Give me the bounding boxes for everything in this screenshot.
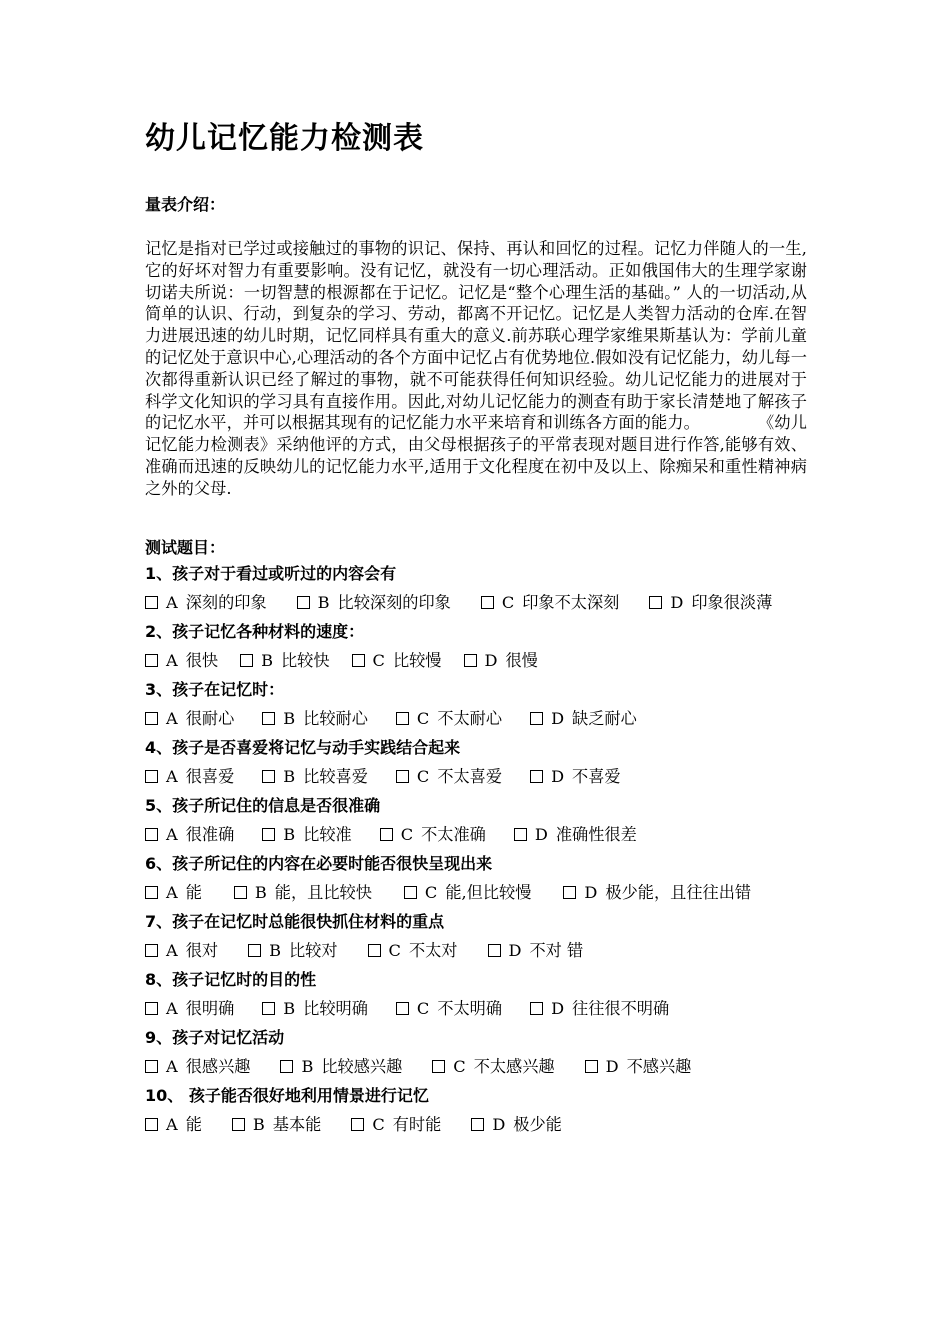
question-label: 孩子记忆时的目的性 <box>172 969 317 989</box>
option-letter: D <box>551 708 565 728</box>
option-letter: A <box>166 766 178 786</box>
option-letter: B <box>261 650 273 670</box>
option-letter: D <box>551 766 565 786</box>
option-label: 能，且比较快 <box>274 882 372 902</box>
answer-option-d[interactable] <box>649 593 772 612</box>
intro-body-main: 记忆是指对已学过或接触过的事物的识记、保持、再认和回忆的过程。记忆力伴随人的一生,它的好坏对智力有重要影响。没有记忆，就没有一切心理活动。正如俄国伟大的生理学家谢切诺夫所说：一切智慧的根源都在于记忆。记忆是“整个心理生活的基础。” 人的一切活动,从简单的认识、行动，到复杂的学习、劳动，都离不开记忆。记忆是人类智力活动的仓库.在智力进展迅速的幼儿时期，记忆同样具有重大的意义.前苏联心理学家维果斯基认为：学前儿童的记忆处于意识中心,心理活动的各个方面中记忆占有优势地位.假如没有记忆能力，幼儿每一次都得重新认识已经了解过的事物，就不可能获得任何知识经验。幼儿记忆能力的进展对于科学文化知识的学习具有直接作用。因此,对幼儿记忆能力的测查有助于家长清楚地了解孩子的记忆水平，并可以根据其现有的记忆能力水平来培育和训练各方面的能力。 <box>145 239 807 433</box>
option-letter: C <box>372 650 385 670</box>
answer-option-b[interactable] <box>232 1115 321 1134</box>
answer-option-a[interactable] <box>145 941 218 960</box>
answer-option-a[interactable] <box>145 767 234 786</box>
answer-options <box>145 708 807 730</box>
option-letter: C <box>416 708 430 728</box>
option-letter: C <box>400 824 414 844</box>
question-number: 9、 <box>145 1027 173 1047</box>
option-letter: A <box>166 824 178 844</box>
option-label: 很慢 <box>505 650 538 670</box>
question-label: 孩子对于看过或听过的内容会有 <box>172 563 397 583</box>
checkbox-icon[interactable] <box>530 1002 543 1015</box>
option-label: 不太喜爱 <box>437 766 503 786</box>
answer-option-d[interactable] <box>530 999 669 1018</box>
document-title: 幼儿记忆能力检测表 <box>145 121 424 156</box>
answer-option-b[interactable] <box>234 883 372 902</box>
answer-option-d[interactable] <box>530 709 637 728</box>
answer-options <box>145 1114 807 1136</box>
question-number: 10、 <box>145 1085 184 1105</box>
option-letter: B <box>283 998 296 1018</box>
option-letter: B <box>283 824 296 844</box>
option-letter: C <box>372 1114 385 1134</box>
option-label: 印象很淡薄 <box>691 592 773 612</box>
question-item <box>145 737 807 788</box>
document-page <box>145 118 807 1143</box>
option-label: 缺乏耐心 <box>572 708 637 728</box>
option-letter: A <box>166 592 178 612</box>
checkbox-icon[interactable] <box>262 770 275 783</box>
intro-body-tail: 《幼儿记忆能力检测表》采纳他评的方式，由父母根据孩子的平常表现对题目进行作答,能够有效、准确而迅速的反映幼儿的记忆能力水平,适用于文化程度在初中及以上、除痴呆和重性精神病之外的父母. <box>145 413 807 498</box>
checkbox-icon[interactable] <box>488 944 501 957</box>
checkbox-icon[interactable] <box>262 1002 275 1015</box>
checkbox-icon[interactable] <box>145 596 158 609</box>
option-label: 往往很不明确 <box>572 998 670 1018</box>
checkbox-icon[interactable] <box>145 1118 158 1131</box>
answer-option-a[interactable] <box>145 999 234 1018</box>
answer-options <box>145 882 807 904</box>
option-letter: D <box>534 824 548 844</box>
checkbox-icon[interactable] <box>585 1060 598 1073</box>
option-letter: A <box>166 998 178 1018</box>
option-label: 有时能 <box>392 1114 442 1134</box>
option-label: 不喜爱 <box>572 766 621 786</box>
option-label: 很快 <box>185 650 219 670</box>
option-label: 能 <box>185 1114 202 1134</box>
option-letter: B <box>317 592 330 612</box>
answer-option-c[interactable] <box>404 883 531 902</box>
option-letter: D <box>584 882 598 902</box>
checkbox-icon[interactable] <box>514 828 527 841</box>
answer-option-a[interactable] <box>145 825 234 844</box>
checkbox-icon[interactable] <box>563 886 576 899</box>
option-label: 很准确 <box>185 824 235 844</box>
option-letter: C <box>453 1056 466 1076</box>
option-letter: B <box>254 882 267 902</box>
checkbox-icon[interactable] <box>145 654 158 667</box>
option-label: 比较快 <box>280 650 330 670</box>
answer-option-d[interactable] <box>530 767 621 786</box>
answer-option-c[interactable] <box>396 767 502 786</box>
option-label: 印象不太深刻 <box>522 592 620 612</box>
option-label: 很明确 <box>185 998 235 1018</box>
option-letter: A <box>166 940 178 960</box>
option-label: 比较慢 <box>392 650 442 670</box>
checkbox-icon[interactable] <box>145 1002 158 1015</box>
question-text <box>145 1085 807 1107</box>
checkbox-icon[interactable] <box>649 596 662 609</box>
option-letter: C <box>424 882 438 902</box>
option-letter: B <box>252 1114 265 1134</box>
checkbox-icon[interactable] <box>145 828 158 841</box>
question-label: 孩子所记住的内容在必要时能否很快呈现出来 <box>172 853 493 873</box>
question-item <box>145 911 807 962</box>
option-letter: A <box>166 882 178 902</box>
question-text <box>145 1027 807 1049</box>
option-label: 很耐心 <box>185 708 235 728</box>
question-text <box>145 563 807 585</box>
option-label: 很对 <box>185 940 219 960</box>
answer-option-a[interactable] <box>145 651 218 670</box>
question-text <box>145 737 807 759</box>
option-letter: C <box>501 592 515 612</box>
answer-options <box>145 650 807 672</box>
question-text <box>145 795 807 817</box>
option-letter: D <box>551 998 565 1018</box>
question-label: 孩子在记忆时总能很快抓住材料的重点 <box>172 911 445 931</box>
question-label: 孩子能否很好地利用情景进行记忆 <box>183 1085 429 1105</box>
option-label: 能 <box>185 882 202 902</box>
checkbox-icon[interactable] <box>481 596 494 609</box>
checkbox-icon[interactable] <box>404 886 417 899</box>
answer-option-d[interactable] <box>563 883 751 902</box>
option-label: 不太感兴趣 <box>473 1056 555 1076</box>
checkbox-icon[interactable] <box>145 712 158 725</box>
question-text <box>145 621 807 643</box>
checkbox-icon[interactable] <box>232 1118 245 1131</box>
question-item <box>145 621 807 672</box>
intro-body <box>145 238 807 500</box>
answer-option-c[interactable] <box>380 825 486 844</box>
checkbox-icon[interactable] <box>396 1002 409 1015</box>
question-number: 4、 <box>145 737 173 757</box>
option-letter: D <box>492 1114 506 1134</box>
option-label: 极少能 <box>513 1114 562 1134</box>
option-label: 比较深刻的印象 <box>337 592 451 612</box>
option-label: 不对 错 <box>529 940 584 960</box>
option-letter: A <box>166 1056 178 1076</box>
option-letter: B <box>301 1056 314 1076</box>
checkbox-icon[interactable] <box>351 1118 364 1131</box>
checkbox-icon[interactable] <box>396 712 409 725</box>
question-item <box>145 563 807 614</box>
option-letter: C <box>388 940 401 960</box>
checkbox-icon[interactable] <box>297 596 310 609</box>
answer-option-a[interactable] <box>145 883 202 902</box>
question-number: 7、 <box>145 911 173 931</box>
option-label: 不感兴趣 <box>626 1056 692 1076</box>
question-label: 孩子是否喜爱将记忆与动手实践结合起来 <box>172 737 461 757</box>
option-letter: B <box>283 766 296 786</box>
option-label: 比较喜爱 <box>303 766 368 786</box>
question-text <box>145 911 807 933</box>
question-item <box>145 679 807 730</box>
question-text <box>145 853 807 875</box>
answer-option-d[interactable] <box>464 651 538 670</box>
answer-options <box>145 940 807 962</box>
option-label: 不太耐心 <box>437 708 503 728</box>
option-letter: A <box>166 708 178 728</box>
question-number: 6、 <box>145 853 173 873</box>
answer-option-b[interactable] <box>262 825 351 844</box>
checkbox-icon[interactable] <box>380 828 393 841</box>
option-label: 不太准确 <box>421 824 486 844</box>
answer-option-b[interactable] <box>262 767 368 786</box>
answer-option-b[interactable] <box>280 1057 402 1076</box>
checkbox-icon[interactable] <box>248 944 261 957</box>
checkbox-icon[interactable] <box>471 1118 484 1131</box>
question-item <box>145 795 807 846</box>
checkbox-icon[interactable] <box>262 712 275 725</box>
question-item <box>145 1027 807 1078</box>
option-label: 不太明确 <box>437 998 503 1018</box>
option-label: 比较感兴趣 <box>321 1056 403 1076</box>
answer-options <box>145 766 807 788</box>
option-letter: C <box>416 998 430 1018</box>
answer-option-d[interactable] <box>488 941 584 960</box>
answer-option-d[interactable] <box>514 825 637 844</box>
option-label: 准确性很差 <box>555 824 637 844</box>
answer-option-c[interactable] <box>368 941 458 960</box>
question-list <box>145 563 807 1136</box>
answer-options <box>145 592 807 614</box>
checkbox-icon[interactable] <box>432 1060 445 1073</box>
answer-option-a[interactable] <box>145 593 267 612</box>
checkbox-icon[interactable] <box>396 770 409 783</box>
checkbox-icon[interactable] <box>352 654 365 667</box>
option-letter: D <box>605 1056 619 1076</box>
option-label: 能,但比较慢 <box>445 882 532 902</box>
checkbox-icon[interactable] <box>530 712 543 725</box>
option-label: 比较明确 <box>303 998 368 1018</box>
answer-option-c[interactable] <box>351 1115 441 1134</box>
question-text <box>145 969 807 991</box>
checkbox-icon[interactable] <box>262 828 275 841</box>
option-label: 基本能 <box>272 1114 322 1134</box>
option-letter: B <box>269 940 281 960</box>
checkbox-icon[interactable] <box>464 654 477 667</box>
checkbox-icon[interactable] <box>145 1060 158 1073</box>
question-number: 5、 <box>145 795 173 815</box>
option-letter: D <box>670 592 684 612</box>
answer-option-a[interactable] <box>145 1115 202 1134</box>
question-number: 8、 <box>145 969 173 989</box>
option-label: 深刻的印象 <box>185 592 267 612</box>
checkbox-icon[interactable] <box>240 654 253 667</box>
intro-heading: 量表介绍： <box>145 195 226 214</box>
option-label: 比较耐心 <box>303 708 368 728</box>
answer-option-b[interactable] <box>262 709 368 728</box>
question-label: 孩子在记忆时： <box>172 679 285 699</box>
option-letter: A <box>166 1114 178 1134</box>
question-item <box>145 853 807 904</box>
answer-option-c[interactable] <box>432 1057 554 1076</box>
question-item <box>145 969 807 1020</box>
answer-option-c[interactable] <box>481 593 620 612</box>
option-label: 不太对 <box>408 940 458 960</box>
answer-options <box>145 998 807 1020</box>
answer-option-c[interactable] <box>396 709 502 728</box>
answer-option-c[interactable] <box>352 651 442 670</box>
checkbox-icon[interactable] <box>234 886 247 899</box>
option-label: 比较对 <box>288 940 338 960</box>
answer-option-b[interactable] <box>248 941 337 960</box>
checkbox-icon[interactable] <box>145 944 158 957</box>
answer-option-d[interactable] <box>585 1057 692 1076</box>
option-letter: D <box>508 940 522 960</box>
option-label: 很喜爱 <box>185 766 235 786</box>
checkbox-icon[interactable] <box>530 770 543 783</box>
answer-options <box>145 1056 807 1078</box>
option-label: 极少能，且往往出错 <box>605 882 752 902</box>
checkbox-icon[interactable] <box>280 1060 293 1073</box>
questions-heading: 测试题目： <box>145 537 226 557</box>
checkbox-icon[interactable] <box>145 770 158 783</box>
question-label: 孩子记忆各种材料的速度： <box>172 621 365 641</box>
answer-option-b[interactable] <box>297 593 451 612</box>
answer-option-a[interactable] <box>145 709 234 728</box>
option-label: 比较准 <box>303 824 352 844</box>
option-letter: C <box>416 766 430 786</box>
option-letter: B <box>283 708 296 728</box>
question-label: 孩子对记忆活动 <box>172 1027 285 1047</box>
answer-options <box>145 824 807 846</box>
question-number: 1、 <box>145 563 173 583</box>
question-item <box>145 1085 807 1136</box>
answer-option-b[interactable] <box>240 651 329 670</box>
option-label: 很感兴趣 <box>185 1056 251 1076</box>
question-number: 2、 <box>145 621 173 641</box>
answer-option-a[interactable] <box>145 1057 250 1076</box>
question-text <box>145 679 807 701</box>
checkbox-icon[interactable] <box>145 886 158 899</box>
answer-option-b[interactable] <box>262 999 368 1018</box>
option-letter: D <box>484 650 498 670</box>
question-label: 孩子所记住的信息是否很准确 <box>172 795 381 815</box>
question-number: 3、 <box>145 679 173 699</box>
answer-option-c[interactable] <box>396 999 502 1018</box>
answer-option-d[interactable] <box>471 1115 562 1134</box>
option-letter: A <box>166 650 178 670</box>
checkbox-icon[interactable] <box>368 944 381 957</box>
